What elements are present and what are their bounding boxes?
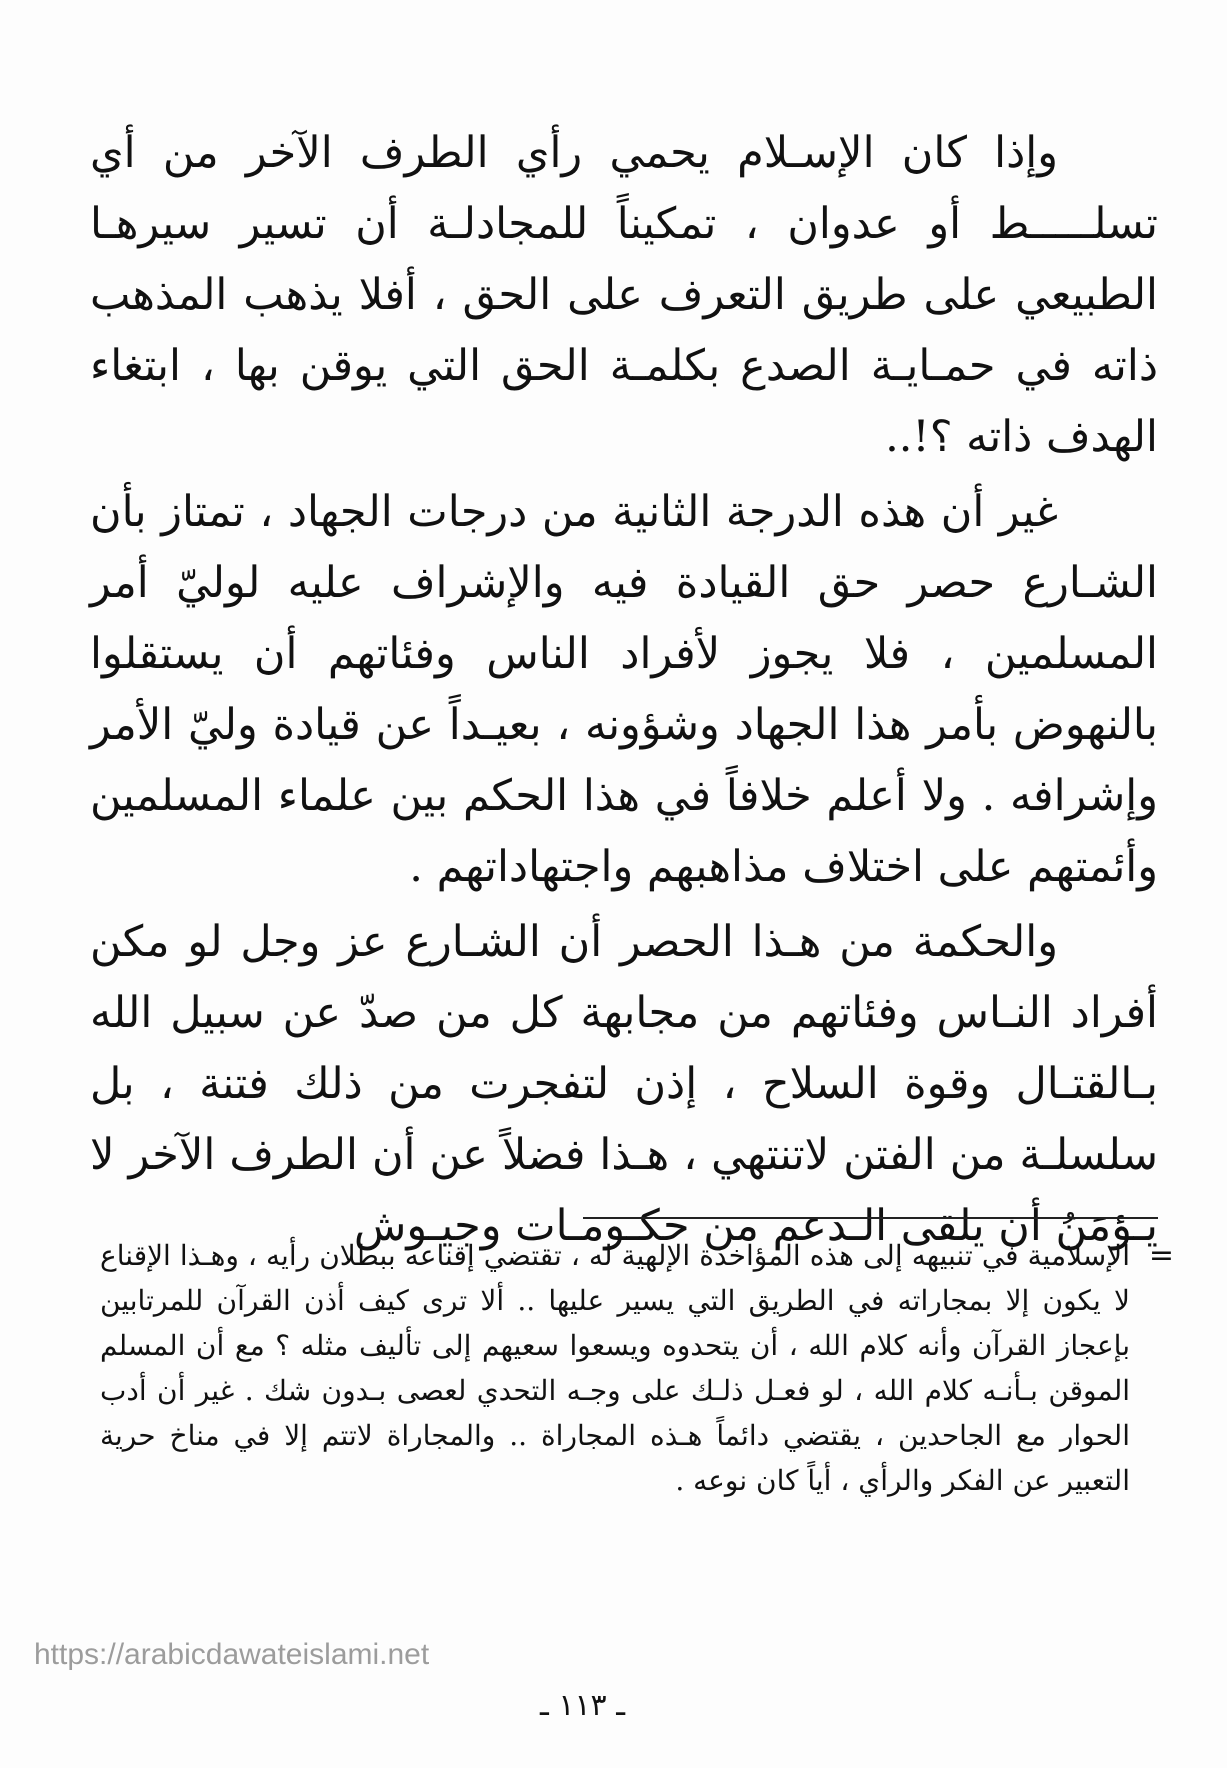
main-text <box>90 118 1158 1262</box>
footnote-continuation-marker: = <box>1148 1238 1174 1273</box>
paragraph: والحكمة من هـذا الحصر أن الشـارع عز وجل لو مكن أفراد النـاس وفئاتهم من مجابهة كل من صدّ عن سبيل الله بـالقتـال وقوة السلاح ، إذن لتفجرت من ذلك فتنة ، بل سلسلـة من الفتن لاتنتهي ، هـذا فضلاً عن أن الطرف الآخر لا يـؤمَنُ أن يلقى الـدعم من حكـومـات وجيـوش <box>90 917 1158 1251</box>
footnote <box>100 1233 1174 1503</box>
footnote-divider <box>583 1217 1158 1219</box>
footnote-text: الإسلامية في تنبيهه إلى هذه المؤاخذة الإلهية له ، تقتضي إقناعه ببطلان رأيه ، وهـذا الإقناع لا يكون إلا بمجاراته في الطريق التي يسير عليها .. ألا ترى كيف أذن القرآن للمرتابين بإعجاز القرآن وأنه كلام الله ، أن يتحدوه ويسعوا سعيهم إلى تأليف مثله ؟ مع أن المسلم الموقن بـأنـه كلام الله ، لو فعـل ذلـك على وجـه التحدي لعصى بـدون شك . غير أن أدب الحوار مع الجاحدين ، يقتضي دائماً هـذه المجاراة .. والمجاراة لاتتم إلا في مناخ حرية التعبير عن الفكر والرأي ، أياً كان نوعه . <box>100 1239 1130 1497</box>
paragraph: غير أن هذه الدرجة الثانية من درجات الجهاد ، تمتاز بأن الشـارع حصر حق القيادة فيه والإشراف عليه لوليّ أمر المسلمين ، فلا يجوز لأفراد الناس وفئاتهم أن يستقلوا بالنهوض بأمر هذا الجهاد وشؤونه ، بعيـداً عن قيادة وليّ الأمر وإشرافه . ولا أعلم خلافاً في هذا الحكم بين علماء المسلمين وأئمتهم على اختلاف مذاهبهم واجتهاداتهم . <box>90 487 1158 892</box>
page-number: ـ ١١٣ ـ <box>540 1688 625 1723</box>
watermark-url: https://arabicdawateislami.net <box>34 1638 430 1671</box>
paragraph: وإذا كان الإسـلام يحمي رأي الطرف الآخر من أي تسلـــــط أو عدوان ، تمكيناً للمجادلـة أن تسير سيرهـا الطبيعي على طريق التعرف على الحق ، أفلا يذهب المذهب ذاته في حمـايـة الصدع بكلمـة الحق التي يوقن بها ، ابتغاء الهدف ذاته ؟!.. <box>90 128 1158 462</box>
